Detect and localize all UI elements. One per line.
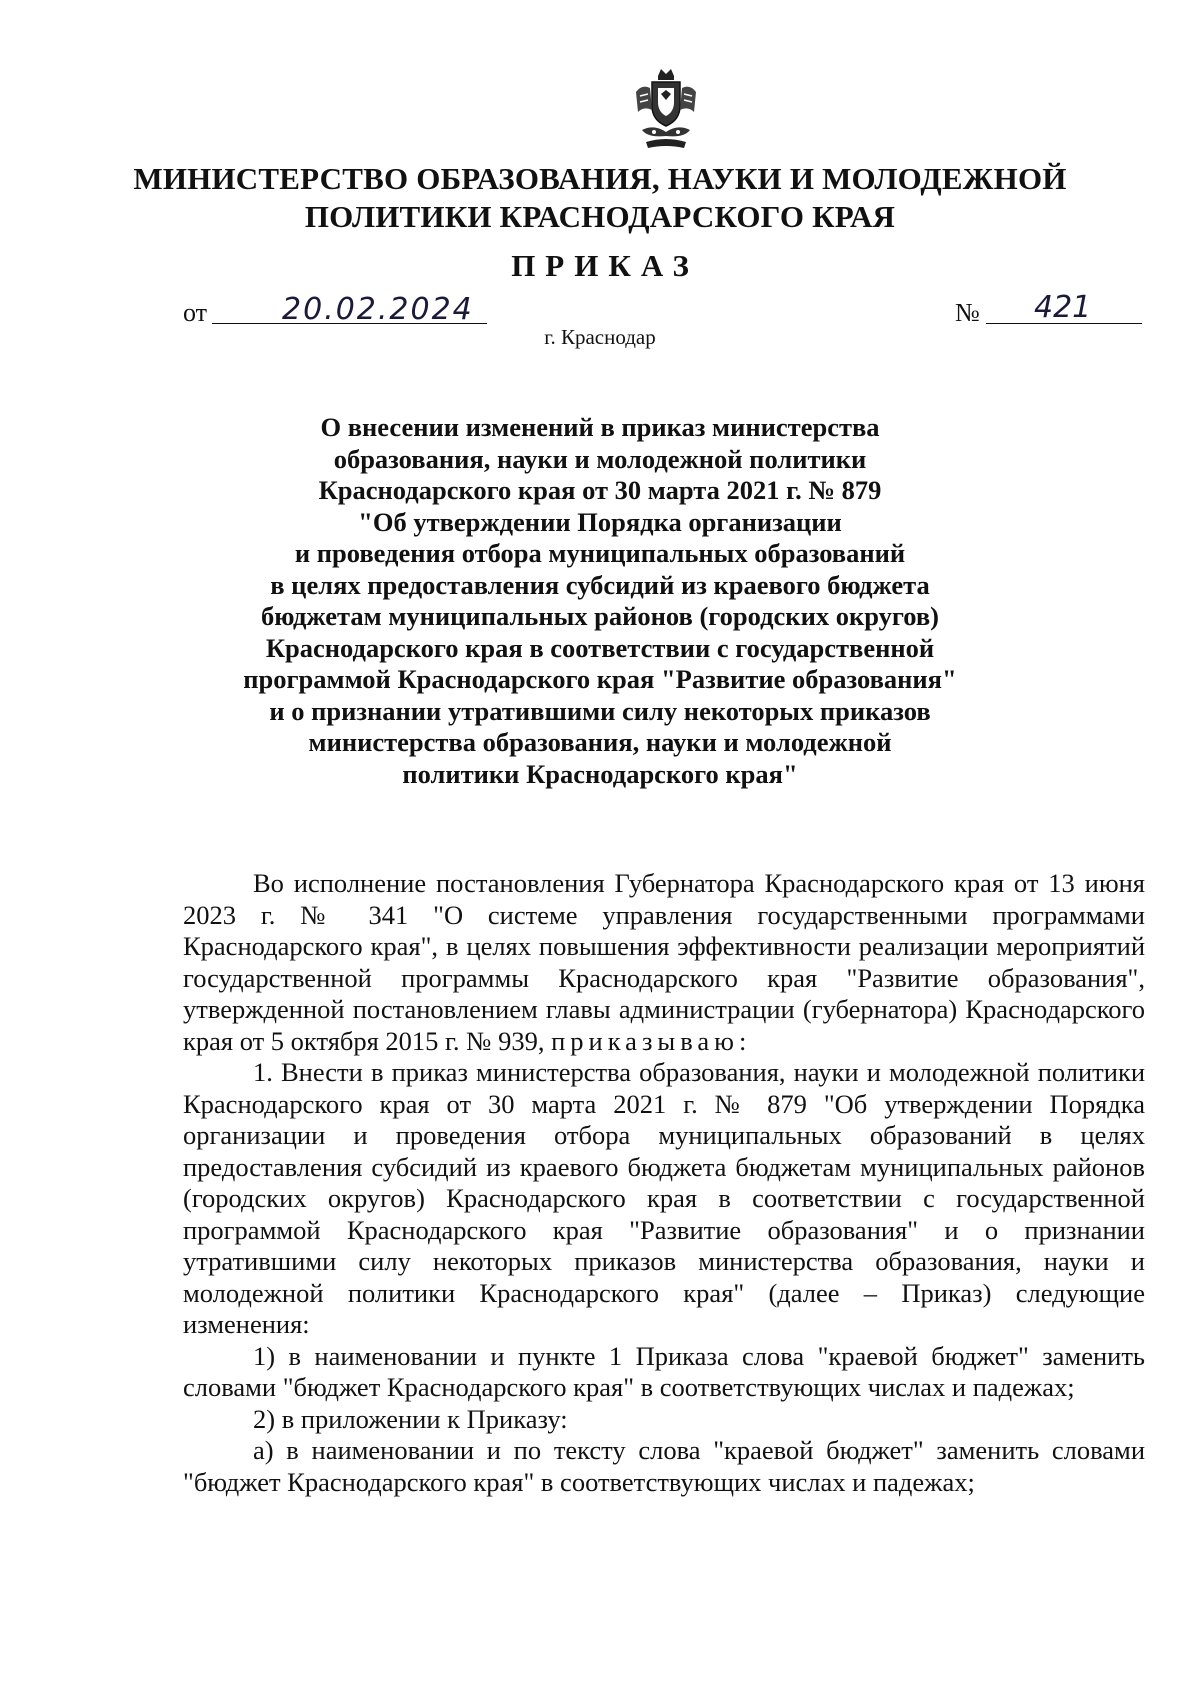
subitem-2-paragraph: 2) в приложении к Приказу: xyxy=(253,1403,568,1434)
title-line: и проведения отбора муниципальных образований xyxy=(294,538,906,568)
title-line: политики Краснодарского края" xyxy=(402,758,798,789)
preamble-paragraph xyxy=(183,868,1145,1057)
item-1-paragraph: 1. Внести в приказ министерства образования, науки и молодежной политики Краснодарского края от 30 марта 2021 г. № 879 "Об утверждении Порядка организации и проведения отбора муниципальных образований в целях предоставления субсидий из краевого бюджета бюджетам муниципальных районов (городских округов) Краснодарского края в соответствии с государственной программой Краснодарского края "Развитие образования" и о признании утратившими силу некоторых приказов министерства образования, науки и молодежной политики Краснодарского края" (далее – Приказ) следующие изменения: xyxy=(183,1057,1145,1339)
title-line: О внесении изменений в приказ министерства xyxy=(320,412,880,442)
title-line: министерства образования, науки и молодежной xyxy=(308,727,892,757)
document-title xyxy=(130,412,1070,790)
coat-of-arms-icon xyxy=(628,66,704,156)
ministry-name xyxy=(0,160,1200,236)
document-number: 421 xyxy=(1034,290,1092,325)
document-type: ПРИКАЗ xyxy=(511,248,699,283)
document-date: 20.02.2024 xyxy=(282,292,474,327)
title-line: бюджетам муниципальных районов (городских округов) xyxy=(261,601,939,631)
date-prefix: от xyxy=(183,298,208,327)
title-line: "Об утверждении Порядка организации xyxy=(358,506,842,537)
subitem-1-paragraph: 1) в наименовании и пункте 1 Приказа слова "краевой бюджет" заменить словами "бюджет Краснодарского края" в соответствующих числах и падежах; xyxy=(183,1340,1145,1402)
preamble-text: Во исполнение постановления Губернатора Краснодарского края от 13 июня 2023 г. № 341 "О системе управления государственными программами Краснодарского края", в целях повышения эффективности реализации мероприятий государственной программы Краснодарского края "Развитие образования", утвержденной постановлением главы администрации (губернатора) Краснодарского края от 5 октября 2015 г. № 939, xyxy=(183,868,1145,1056)
order-word: приказываю: xyxy=(551,1025,752,1056)
document-body xyxy=(183,868,1145,1498)
title-line: в целях предоставления субсидий из краевого бюджета xyxy=(270,569,930,600)
city: г. Краснодар xyxy=(544,325,656,349)
title-line: Краснодарского края в соответствии с государственной xyxy=(265,632,935,663)
ministry-name-line2: ПОЛИТИКИ КРАСНОДАРСКОГО КРАЯ xyxy=(304,199,896,234)
title-line: Краснодарского края от 30 марта 2021 г. № 879 xyxy=(318,475,882,505)
number-prefix: № xyxy=(955,298,980,327)
title-line: и о признании утратившими силу некоторых приказов xyxy=(269,695,931,726)
title-line: образования, науки и молодежной политики xyxy=(333,443,867,474)
title-line: программой Краснодарского края "Развитие образования" xyxy=(243,664,957,694)
ministry-name-line1: МИНИСТЕРСТВО ОБРАЗОВАНИЯ, НАУКИ И МОЛОДЕЖНОЙ xyxy=(133,161,1067,196)
subitem-2a-paragraph: а) в наименовании и по тексту слова "краевой бюджет" заменить словами "бюджет Краснодарского края" в соответствующих числах и падежах; xyxy=(183,1435,1145,1497)
